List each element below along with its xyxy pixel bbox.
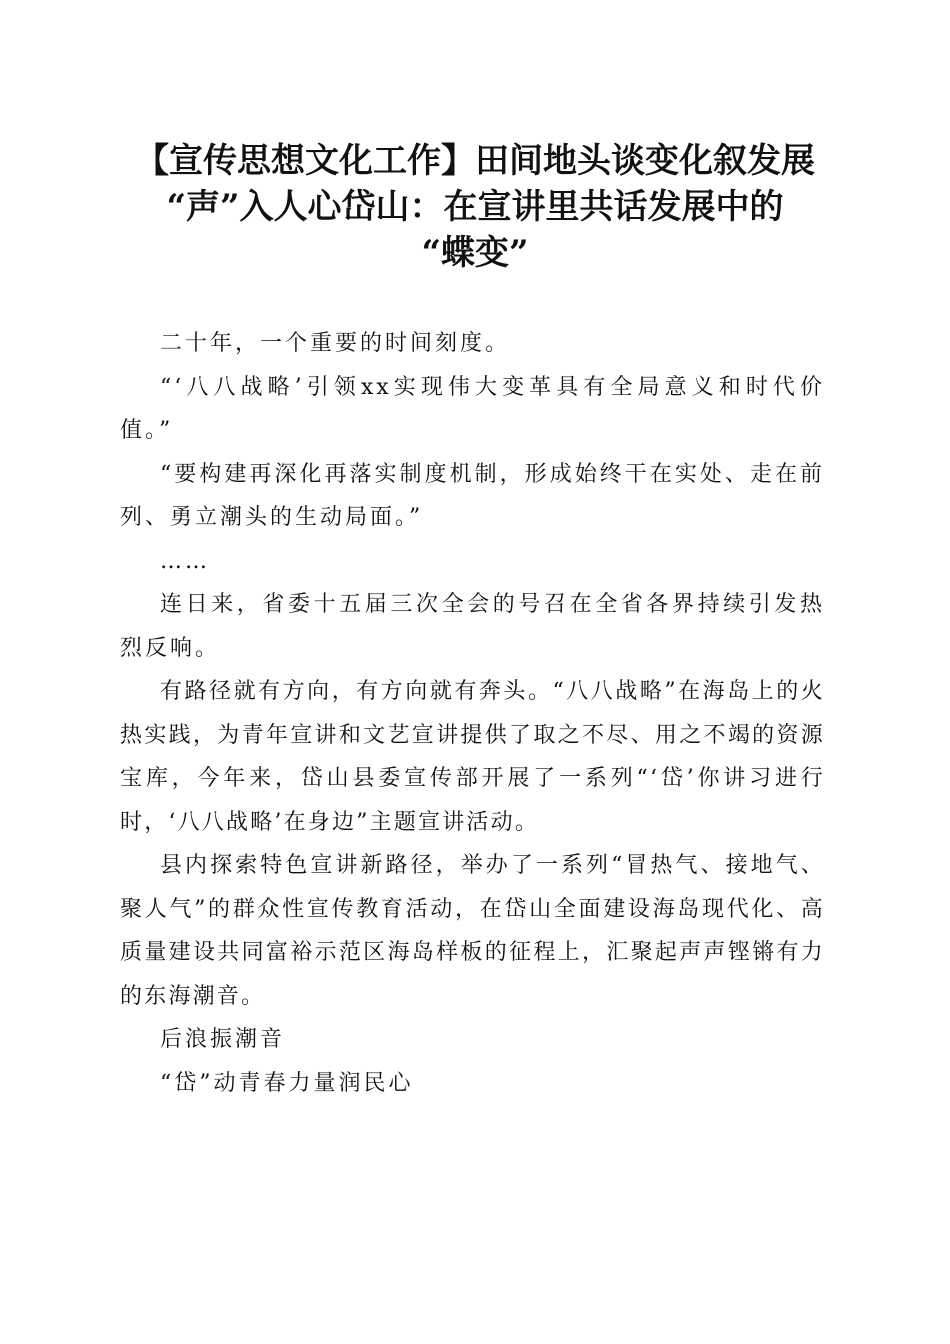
title-line-3: “蝶变” [421, 233, 529, 273]
title-line-1: 【宣传思想文化工作】田间地头谈变化叙发展 [135, 141, 815, 181]
section-heading: 后浪振潮音 [160, 1027, 286, 1052]
paragraph-ellipsis: …… [160, 548, 210, 574]
title-line-2: “声”入人心岱山：在宣讲里共话发展中的 [166, 187, 784, 227]
document-title [95, 138, 855, 276]
paragraph-quote-2: “要构建再深化再落实制度机制，形成始终干在实处、走在前列、勇立潮头的生动局面。” [120, 461, 825, 530]
paragraph-quote-1: “‘八八战略’引领xx实现伟大变革具有全局意义和时代价值。” [120, 374, 825, 443]
section-subheading: “岱”动青春力量润民心 [160, 1070, 414, 1096]
paragraph-intro: 二十年，一个重要的时间刻度。 [160, 331, 511, 356]
document-body [120, 322, 825, 1105]
paragraph-practice: 有路径就有方向，有方向就有奔头。“八八战略”在海岛上的火热实践，为青年宣讲和文艺宣讲提供了取之不尽、用之不竭的资源宝库，今年来，岱山县委宣传部开展了一系列“‘岱’你讲习进行时，‘八八战略’在身边”主题宣讲活动。 [120, 679, 825, 835]
paragraph-activities: 县内探索特色宣讲新路径，举办了一系列“冒热气、接地气、聚人气”的群众性宣传教育活动，在岱山全面建设海岛现代化、高质量建设共同富裕示范区海岛样板的征程上，汇聚起声声铿锵有力的东海潮音。 [120, 853, 825, 1009]
paragraph-response: 连日来，省委十五届三次全会的号召在全省各界持续引发热烈反响。 [120, 592, 825, 661]
